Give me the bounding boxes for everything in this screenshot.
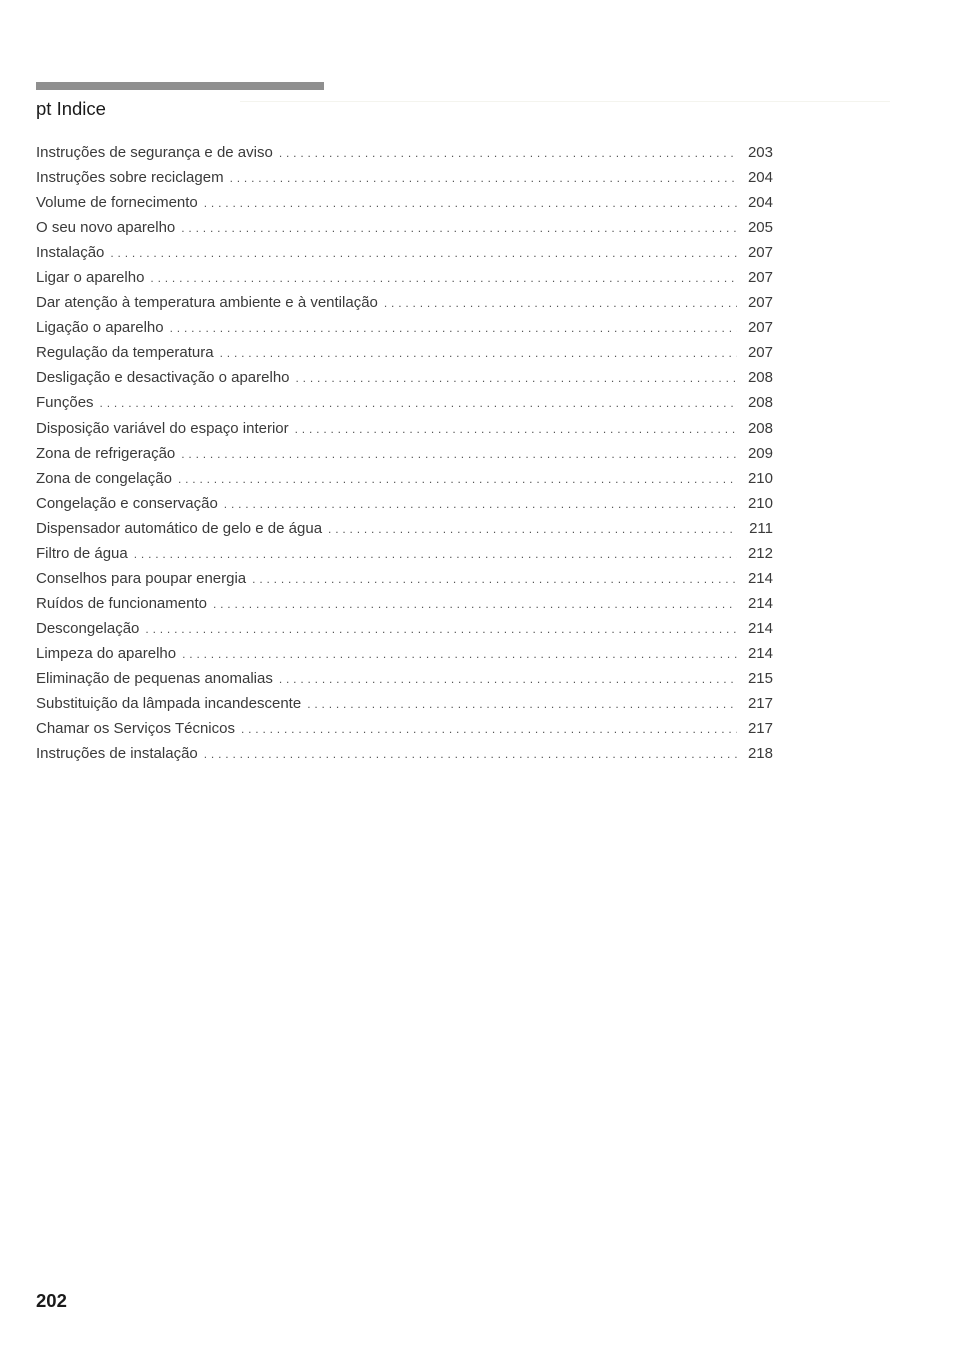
toc-entry-label: Descongelação	[36, 619, 140, 637]
toc-entry-page: 217	[747, 695, 773, 713]
header-accent-bar	[36, 82, 324, 90]
toc-entry-page: 218	[747, 745, 773, 763]
toc-entry[interactable]	[36, 491, 773, 516]
toc-entry-page: 204	[747, 169, 773, 187]
toc-entry[interactable]	[36, 666, 773, 691]
toc-entry-label: Ruídos de funcionamento	[36, 594, 207, 612]
page-number: 202	[36, 1290, 67, 1311]
toc-entry-page: 207	[747, 244, 773, 262]
dot-leader	[328, 517, 737, 542]
toc-entry-page: 212	[747, 544, 773, 562]
dot-leader	[145, 617, 737, 642]
table-of-contents	[36, 140, 773, 766]
section-title: pt Indice	[36, 98, 106, 119]
dot-leader	[150, 266, 737, 291]
toc-entry[interactable]	[36, 591, 773, 616]
dot-leader	[178, 467, 737, 492]
dot-leader	[100, 391, 737, 416]
dot-leader	[224, 492, 737, 517]
toc-entry[interactable]	[36, 516, 773, 541]
dot-leader	[279, 141, 737, 166]
toc-entry-page: 210	[747, 494, 773, 512]
toc-entry-page: 207	[747, 319, 773, 337]
toc-entry-label: Filtro de água	[36, 544, 128, 562]
toc-entry-page: 207	[747, 344, 773, 362]
toc-entry-page: 207	[747, 294, 773, 312]
dot-leader	[213, 592, 737, 617]
toc-entry-label: Desligação e desactivação o aparelho	[36, 369, 290, 387]
toc-entry-label: Congelação e conservação	[36, 494, 218, 512]
toc-entry[interactable]	[36, 691, 773, 716]
toc-entry-label: Ligação o aparelho	[36, 319, 164, 337]
toc-entry-label: Instruções de instalação	[36, 745, 198, 763]
toc-entry-label: Dispensador automático de gelo e de água	[36, 519, 323, 537]
toc-entry[interactable]	[36, 140, 773, 165]
dot-leader	[252, 567, 737, 592]
toc-entry-page: 208	[747, 419, 773, 437]
dot-leader	[204, 191, 737, 216]
dot-leader	[279, 667, 737, 692]
toc-entry-label: Zona de refrigeração	[36, 444, 176, 462]
toc-entry[interactable]	[36, 416, 773, 441]
toc-entry-label: Instalação	[36, 244, 105, 262]
dot-leader	[230, 166, 737, 191]
toc-entry-page: 205	[747, 219, 773, 237]
dot-leader	[181, 442, 737, 467]
dot-leader	[307, 692, 737, 717]
toc-entry-label: Limpeza do aparelho	[36, 644, 177, 662]
toc-entry-page: 217	[747, 720, 773, 738]
toc-entry-page: 208	[747, 394, 773, 412]
dot-leader	[110, 241, 737, 266]
toc-entry-page: 214	[747, 619, 773, 637]
toc-entry-page: 204	[747, 194, 773, 212]
dot-leader	[182, 642, 737, 667]
toc-entry-label: Disposição variável do espaço interior	[36, 419, 289, 437]
toc-entry-label: Ligar o aparelho	[36, 269, 145, 287]
toc-entry[interactable]	[36, 365, 773, 390]
toc-entry-label: Eliminação de pequenas anomalias	[36, 669, 273, 687]
toc-entry-label: Instruções de segurança e de aviso	[36, 144, 273, 161]
dot-leader	[296, 366, 738, 391]
toc-entry[interactable]	[36, 190, 773, 215]
toc-entry-label: Zona de congelação	[36, 469, 172, 487]
toc-entry[interactable]	[36, 240, 773, 265]
toc-entry-page: 203	[747, 144, 773, 161]
header-divider	[240, 101, 890, 102]
toc-entry-page: 207	[747, 269, 773, 287]
toc-entry-page: 208	[747, 369, 773, 387]
toc-entry-label: Substituição da lâmpada incandescente	[36, 695, 302, 713]
toc-entry-page: 214	[747, 644, 773, 662]
toc-entry-label: Dar atenção à temperatura ambiente e à ventilação	[36, 294, 378, 312]
toc-entry-label: Funções	[36, 394, 94, 412]
dot-leader	[384, 291, 737, 316]
toc-entry[interactable]	[36, 165, 773, 190]
toc-entry[interactable]	[36, 290, 773, 315]
dot-leader	[134, 542, 737, 567]
toc-entry[interactable]	[36, 716, 773, 741]
dot-leader	[181, 216, 737, 241]
dot-leader	[241, 717, 737, 742]
toc-entry[interactable]	[36, 741, 773, 766]
toc-entry-page: 215	[747, 669, 773, 687]
toc-entry[interactable]	[36, 315, 773, 340]
toc-entry-page: 211	[749, 519, 773, 537]
toc-entry[interactable]	[36, 441, 773, 466]
toc-entry[interactable]	[36, 616, 773, 641]
toc-entry-label: Instruções sobre reciclagem	[36, 169, 224, 187]
toc-entry-label: Volume de fornecimento	[36, 194, 198, 212]
dot-leader	[170, 316, 737, 341]
dot-leader	[295, 417, 737, 442]
toc-entry[interactable]	[36, 390, 773, 415]
toc-entry-label: Regulação da temperatura	[36, 344, 214, 362]
toc-entry-label: Conselhos para poupar energia	[36, 569, 247, 587]
toc-entry[interactable]	[36, 215, 773, 240]
dot-leader	[204, 742, 737, 767]
toc-entry-page: 214	[747, 569, 773, 587]
toc-entry-label: O seu novo aparelho	[36, 219, 176, 237]
toc-entry[interactable]	[36, 566, 773, 591]
toc-entry[interactable]	[36, 340, 773, 365]
toc-entry[interactable]	[36, 265, 773, 290]
toc-entry[interactable]	[36, 466, 773, 491]
dot-leader	[220, 341, 737, 366]
toc-entry[interactable]	[36, 541, 773, 566]
toc-entry[interactable]	[36, 641, 773, 666]
toc-entry-page: 210	[747, 469, 773, 487]
toc-entry-label: Chamar os Serviços Técnicos	[36, 720, 235, 738]
toc-entry-page: 209	[747, 444, 773, 462]
toc-entry-page: 214	[747, 594, 773, 612]
